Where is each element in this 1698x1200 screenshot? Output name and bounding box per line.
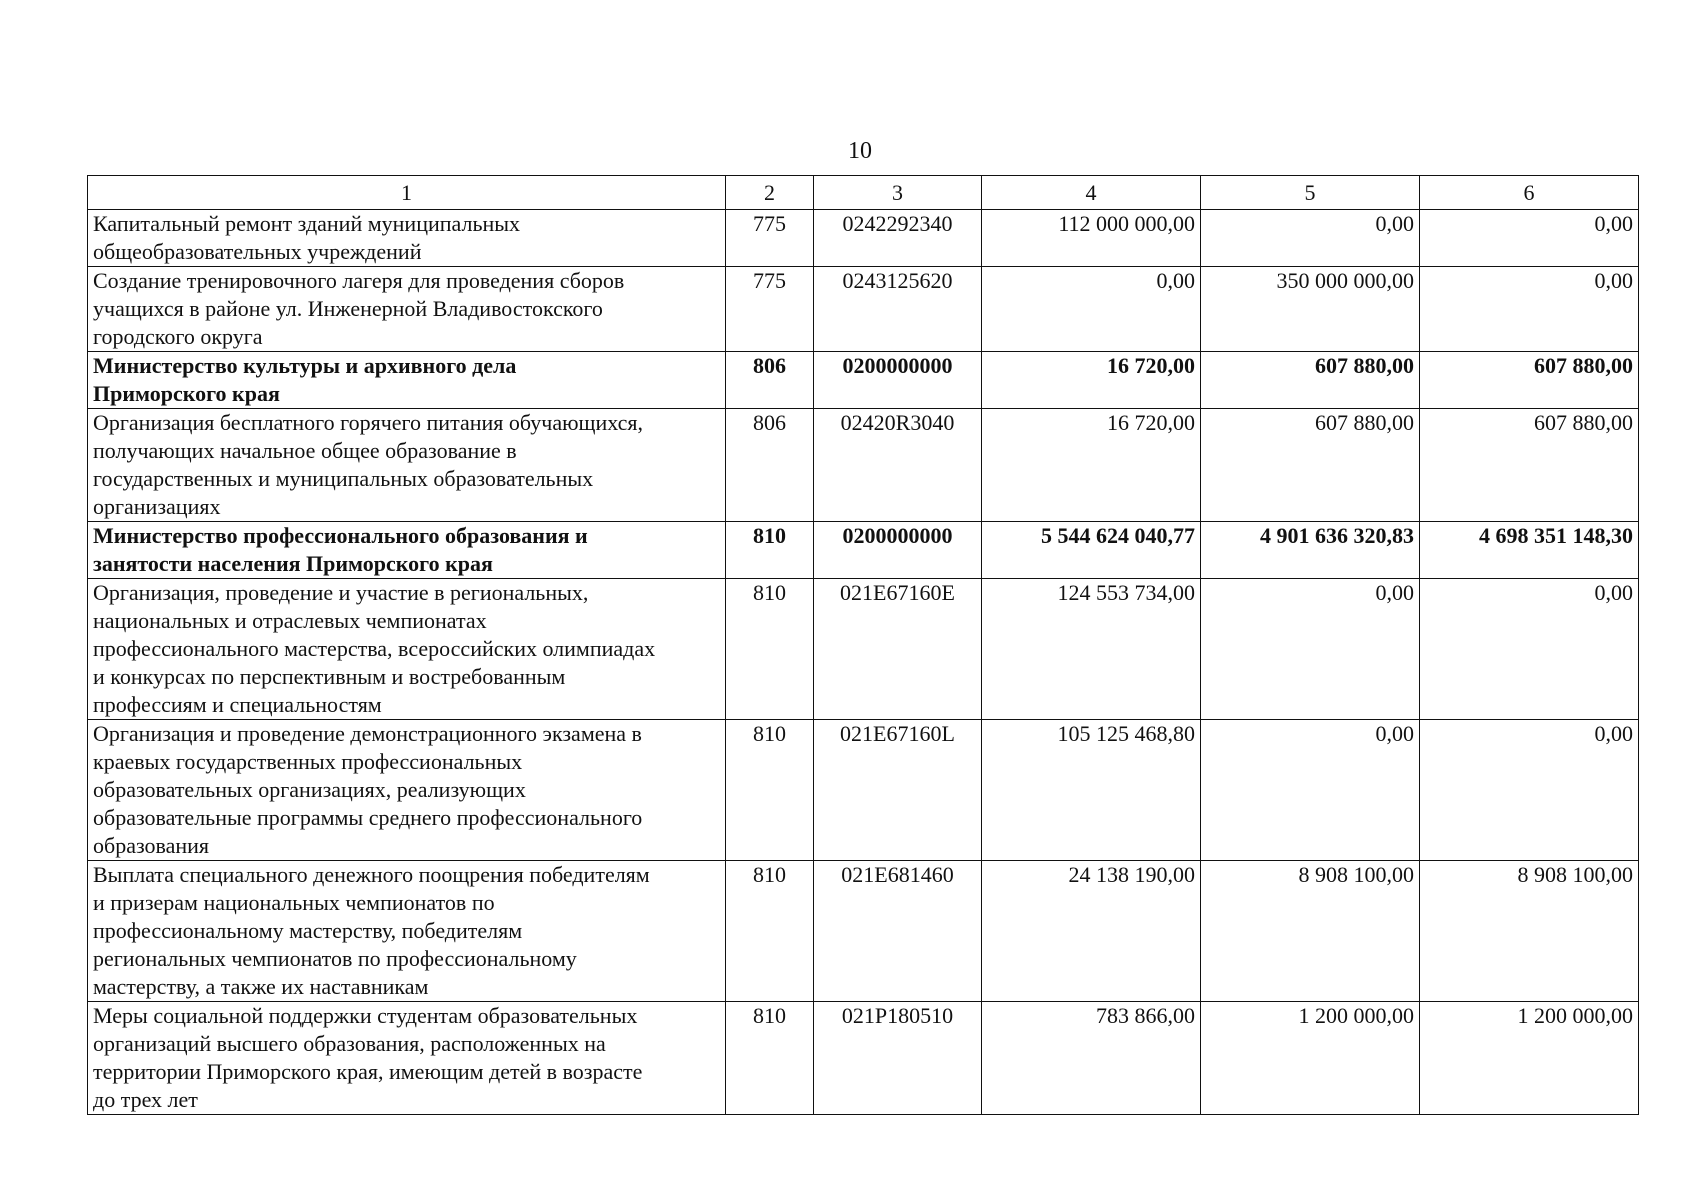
row-amount-col6: 0,00 [1420,579,1639,720]
column-header-6: 6 [1420,176,1639,210]
row-amount-col4: 24 138 190,00 [982,861,1201,1002]
row-amount-col4: 16 720,00 [982,409,1201,522]
row-amount-col5: 0,00 [1201,720,1420,861]
row-department-code: 775 [726,210,814,267]
row-department-code: 806 [726,409,814,522]
row-amount-col6: 607 880,00 [1420,409,1639,522]
row-amount-col5: 350 000 000,00 [1201,267,1420,352]
table-row [88,267,1639,352]
row-amount-col4: 112 000 000,00 [982,210,1201,267]
row-target-code: 0200000000 [814,352,982,409]
row-department-code: 775 [726,267,814,352]
row-department-code: 810 [726,579,814,720]
table-row [88,1002,1639,1115]
row-department-code: 810 [726,522,814,579]
row-amount-col6: 0,00 [1420,210,1639,267]
row-name: Выплата специального денежного поощрения победителям и призерам национальных чемпионатов по профессиональному мастерству, победителям региональных чемпионатов по профессиональному мастерству, а также их наставникам [88,861,726,1002]
row-department-code: 810 [726,720,814,861]
table-row-ministry-total [88,352,1639,409]
row-name: Министерство профессионального образования и занятости населения Приморского края [88,522,726,579]
row-amount-col4: 105 125 468,80 [982,720,1201,861]
row-target-code: 02420R3040 [814,409,982,522]
table-row-ministry-total [88,522,1639,579]
row-department-code: 810 [726,861,814,1002]
row-amount-col4: 0,00 [982,267,1201,352]
row-department-code: 806 [726,352,814,409]
row-amount-col6: 1 200 000,00 [1420,1002,1639,1115]
row-target-code: 021E67160E [814,579,982,720]
row-name: Организация и проведение демонстрационного экзамена в краевых государственных профессиональных образовательных организациях, реализующих образовательные программы среднего профессионального образования [88,720,726,861]
row-amount-col4: 5 544 624 040,77 [982,522,1201,579]
column-header-5: 5 [1201,176,1420,210]
row-name: Организация бесплатного горячего питания обучающихся, получающих начальное общее образование в государственных и муниципальных образовательных организациях [88,409,726,522]
row-amount-col4: 783 866,00 [982,1002,1201,1115]
row-amount-col5: 8 908 100,00 [1201,861,1420,1002]
row-amount-col5: 607 880,00 [1201,352,1420,409]
row-target-code: 021P180510 [814,1002,982,1115]
column-header-4: 4 [982,176,1201,210]
row-name: Организация, проведение и участие в региональных, национальных и отраслевых чемпионатах профессионального мастерства, всероссийских олимпиадах и конкурсах по перспективным и востребованным профессиям и специальностям [88,579,726,720]
budget-table [87,175,1639,1115]
row-name: Капитальный ремонт зданий муниципальных общеобразовательных учреждений [88,210,726,267]
row-target-code: 021E67160L [814,720,982,861]
row-amount-col4: 124 553 734,00 [982,579,1201,720]
row-department-code: 810 [726,1002,814,1115]
table-row [88,210,1639,267]
row-name: Меры социальной поддержки студентам образовательных организаций высшего образования, расположенных на территории Приморского края, имеющим детей в возрасте до трех лет [88,1002,726,1115]
row-amount-col5: 607 880,00 [1201,409,1420,522]
row-target-code: 0200000000 [814,522,982,579]
row-name: Министерство культуры и архивного дела Приморского края [88,352,726,409]
header-row [88,176,1639,210]
row-target-code: 0242292340 [814,210,982,267]
table-row [88,579,1639,720]
table-row [88,409,1639,522]
row-amount-col6: 0,00 [1420,267,1639,352]
row-target-code: 0243125620 [814,267,982,352]
column-header-1: 1 [88,176,726,210]
row-amount-col5: 0,00 [1201,579,1420,720]
column-header-2: 2 [726,176,814,210]
column-header-3: 3 [814,176,982,210]
row-amount-col5: 1 200 000,00 [1201,1002,1420,1115]
page-number: 10 [848,138,872,164]
row-amount-col4: 16 720,00 [982,352,1201,409]
row-name: Создание тренировочного лагеря для проведения сборов учащихся в районе ул. Инженерной Владивостокского городского округа [88,267,726,352]
row-target-code: 021E681460 [814,861,982,1002]
row-amount-col5: 0,00 [1201,210,1420,267]
row-amount-col6: 4 698 351 148,30 [1420,522,1639,579]
row-amount-col6: 0,00 [1420,720,1639,861]
table-row [88,720,1639,861]
table-row [88,861,1639,1002]
row-amount-col5: 4 901 636 320,83 [1201,522,1420,579]
row-amount-col6: 607 880,00 [1420,352,1639,409]
row-amount-col6: 8 908 100,00 [1420,861,1639,1002]
